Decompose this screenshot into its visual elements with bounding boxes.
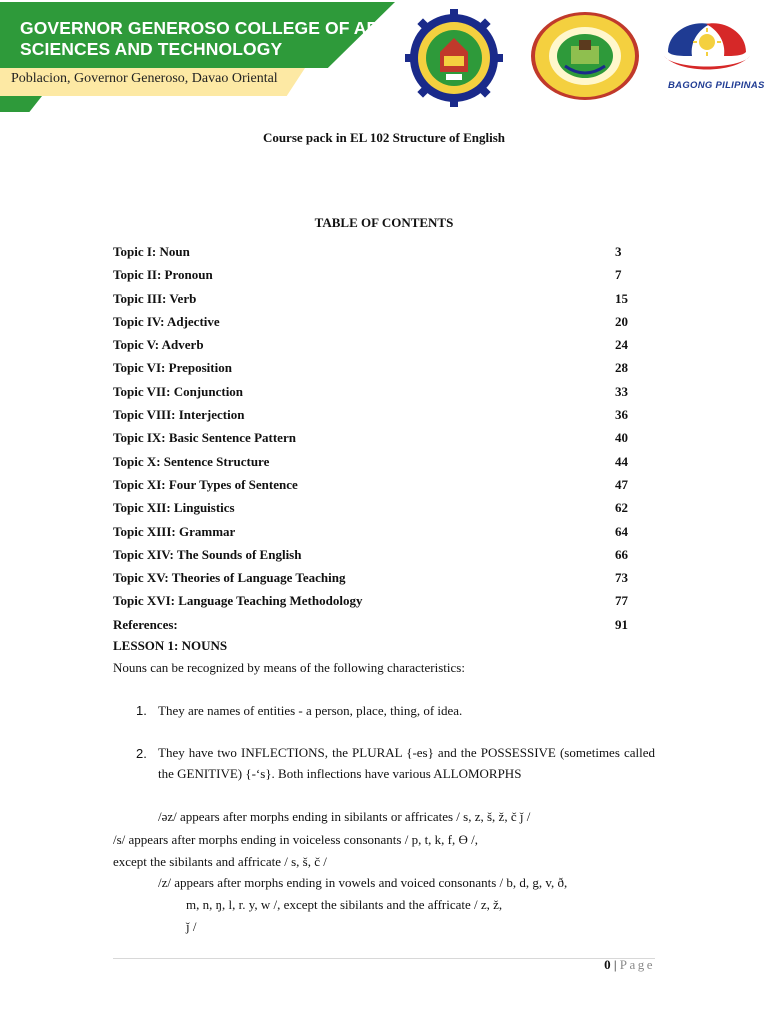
toc-row	[113, 356, 633, 379]
college-name-line1: GOVERNOR GENEROSO COLLEGE OF ARTS,	[20, 18, 407, 38]
lesson-heading: LESSON 1: NOUNS	[113, 638, 228, 653]
toc-page: 91	[615, 616, 628, 632]
toc-label: Topic IX: Basic Sentence Pattern	[113, 430, 296, 446]
toc-label: Topic IV: Adjective	[113, 313, 220, 329]
toc-label: References:	[113, 616, 178, 632]
green-accent-tail	[0, 96, 42, 112]
allomorph-line: except the sibilants and affricate / s, š, č /	[113, 854, 327, 869]
list-number: 2.	[136, 746, 147, 761]
toc-label: Topic XIV: The Sounds of English	[113, 546, 302, 562]
allomorph-line: m, n, ŋ, l, r. y, w /, except the sibilants and the affricate / z, ž,	[186, 897, 503, 912]
toc-row	[113, 520, 633, 543]
toc-row	[113, 589, 633, 612]
table-of-contents	[113, 240, 633, 636]
toc-row	[113, 566, 633, 589]
toc-page: 66	[615, 546, 628, 562]
toc-page: 20	[615, 313, 628, 329]
college-address: Poblacion, Governor Generoso, Davao Oriental	[11, 71, 278, 86]
footer-divider	[113, 958, 655, 959]
toc-row	[113, 287, 633, 310]
toc-label: Topic VII: Conjunction	[113, 383, 244, 399]
toc-row	[113, 333, 633, 356]
toc-page: 73	[615, 570, 628, 586]
toc-label: Topic XII: Linguistics	[113, 500, 235, 516]
list-number: 1.	[136, 703, 147, 718]
toc-row	[113, 450, 633, 473]
page-word: Page	[619, 957, 655, 972]
toc-label: Topic XI: Four Types of Sentence	[113, 476, 298, 492]
page-number: 0	[604, 957, 611, 972]
page-footer	[604, 957, 655, 973]
toc-page: 40	[615, 430, 628, 446]
toc-label: Topic VIII: Interjection	[113, 407, 245, 423]
toc-page: 15	[615, 290, 628, 306]
municipality-seal-logo	[527, 10, 643, 102]
toc-row	[113, 403, 633, 426]
toc-row	[113, 613, 633, 636]
toc-row	[113, 426, 633, 449]
toc-row	[113, 240, 633, 263]
toc-heading: TABLE OF CONTENTS	[314, 215, 454, 230]
toc-page: 36	[615, 407, 628, 423]
college-seal-logo	[398, 8, 510, 108]
toc-label: Topic V: Adverb	[113, 337, 204, 353]
allomorph-line: /z/ appears after morphs ending in vowels and voiced consonants / b, d, g, v, ð,	[158, 875, 568, 890]
lesson-intro: Nouns can be recognized by means of the following characteristics:	[113, 660, 465, 675]
toc-label: Topic I: Noun	[113, 244, 190, 259]
toc-page: 62	[615, 500, 628, 516]
allomorph-line: /əz/ appears after morphs ending in sibilants or affricates / s, z, š, ž, č ǰ /	[158, 809, 531, 824]
toc-label: Topic VI: Preposition	[113, 360, 232, 376]
toc-page: 3	[615, 244, 622, 259]
toc-label: Topic III: Verb	[113, 290, 197, 306]
toc-row	[113, 496, 633, 519]
toc-label: Topic X: Sentence Structure	[113, 453, 270, 469]
page-separator: |	[610, 957, 620, 972]
toc-row	[113, 380, 633, 403]
toc-page: 64	[615, 523, 628, 539]
bagong-pilipinas-label: BAGONG PILIPINAS	[668, 80, 765, 91]
header-banner	[0, 0, 768, 112]
toc-page: 47	[615, 476, 628, 492]
toc-label: Topic II: Pronoun	[113, 267, 213, 283]
toc-row	[113, 263, 633, 286]
list-item-text: They are names of entities - a person, place, thing, of idea.	[158, 703, 463, 718]
allomorph-line: /s/ appears after morphs ending in voiceless consonants / p, t, k, f, Ɵ /,	[113, 832, 479, 847]
toc-row	[113, 310, 633, 333]
allomorph-line: ǰ /	[186, 919, 197, 934]
list-item-text: They have two INFLECTIONS, the PLURAL {-es} and the POSSESSIVE (sometimes called the GENITIVE) {-‘s}. Both inflections have various ALLOMORPHS	[158, 745, 655, 781]
toc-label: Topic XIII: Grammar	[113, 523, 236, 539]
college-name	[20, 18, 407, 60]
toc-page: 7	[615, 267, 622, 283]
toc-label: Topic XVI: Language Teaching Methodology	[113, 593, 363, 609]
college-name-line2: SCIENCES AND TECHNOLOGY	[20, 39, 283, 59]
toc-row	[113, 543, 633, 566]
document-title: Course pack in EL 102 Structure of English	[262, 130, 506, 145]
toc-page: 24	[615, 337, 628, 353]
toc-page: 28	[615, 360, 628, 376]
toc-page: 77	[615, 593, 628, 609]
toc-label: Topic XV: Theories of Language Teaching	[113, 570, 346, 586]
toc-page: 33	[615, 383, 628, 399]
toc-page: 44	[615, 453, 628, 469]
toc-row	[113, 473, 633, 496]
